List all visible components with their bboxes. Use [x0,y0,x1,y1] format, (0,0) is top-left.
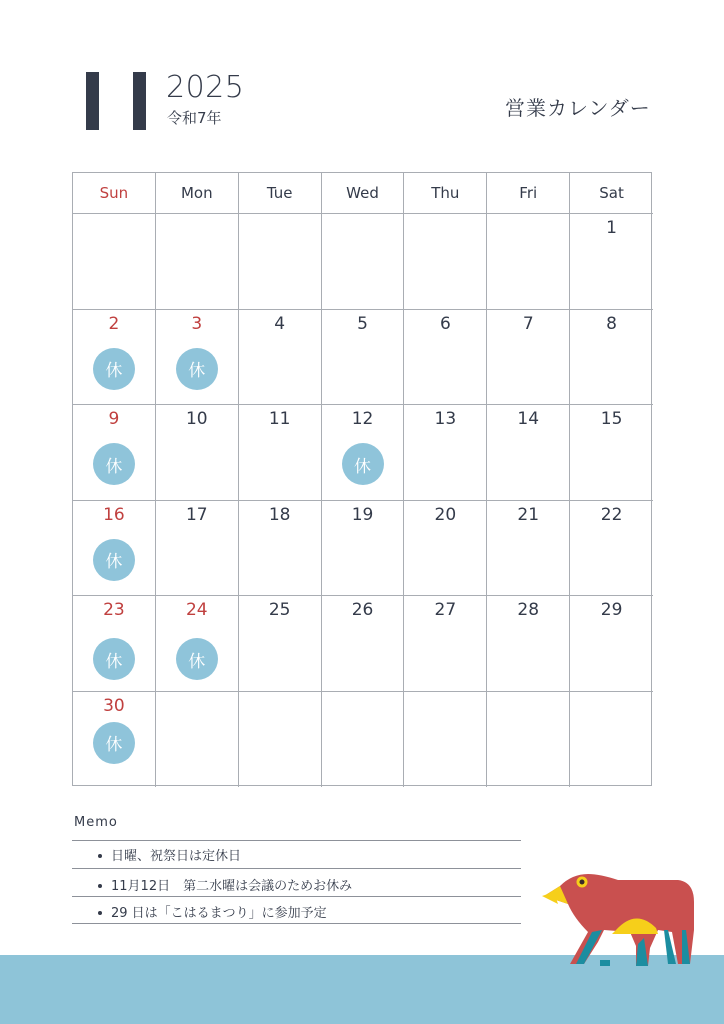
day-number: 16 [103,504,125,525]
memo-rule [72,896,521,897]
holiday-badge: 休 [342,443,384,485]
day-cell [239,501,322,597]
day-cell [239,405,322,501]
day-number: 1 [606,218,617,238]
day-cell [487,405,570,501]
day-number: 20 [434,504,457,525]
day-cell [156,405,239,501]
memo-item [98,902,327,921]
month-digit-bar [86,72,99,130]
weekday-header-sun: Sun [73,173,156,214]
memo-item [98,875,352,894]
memo-item-text: 29 日は「こはるまつり」に参加予定 [111,906,327,921]
day-number: 23 [103,600,125,620]
empty-day-cell [73,214,156,310]
day-cell [73,596,156,692]
memo-item-text: 11月12日 第二水曜は会議のためお休み [111,879,353,894]
holiday-badge: 休 [176,348,218,390]
day-number: 10 [185,409,208,429]
calendar-title: 営業カレンダー [505,96,651,120]
day-cell [322,310,405,406]
empty-day-cell [156,214,239,310]
day-number: 30 [103,695,125,716]
era-year: 令和7年 [167,109,222,127]
empty-day-cell [487,214,570,310]
bullet [98,884,102,888]
day-cell [156,501,239,597]
memo-label: Memo [74,815,118,830]
memo-item [98,845,241,864]
day-cell [239,596,322,692]
day-number: 22 [600,504,623,525]
day-number: 2 [108,313,120,334]
bear-icon [540,868,700,972]
memo-rule [72,868,521,869]
day-number: 15 [600,409,623,429]
day-cell [570,310,653,406]
holiday-badge: 休 [176,638,218,680]
empty-day-cell [570,692,653,788]
calendar-grid [72,172,652,786]
day-cell [570,596,653,692]
empty-day-cell [156,692,239,788]
month-number-11 [86,72,148,130]
day-number: 4 [274,313,286,334]
empty-day-cell [404,214,487,310]
holiday-badge: 休 [93,638,135,680]
bullet [98,911,102,915]
holiday-badge: 休 [93,348,135,390]
day-number: 18 [268,504,291,525]
weekday-header-thu: Thu [404,173,487,214]
day-number: 12 [351,409,374,429]
day-number: 7 [522,313,534,334]
month-digit-bar [133,72,146,130]
day-number: 24 [185,600,208,620]
day-cell [570,214,653,310]
weekday-header-fri: Fri [487,173,570,214]
day-cell [322,596,405,692]
day-cell [73,692,156,788]
weekday-header-mon: Mon [156,173,239,214]
day-number: 17 [185,504,208,525]
day-cell [156,310,239,406]
weekday-header-sat: Sat [570,173,653,214]
day-cell [570,405,653,501]
day-cell [404,596,487,692]
day-number: 21 [517,504,540,525]
day-number: 5 [357,313,368,334]
weekday-header-wed: Wed [322,173,405,214]
holiday-badge: 休 [93,443,135,485]
day-number: 14 [517,409,540,429]
day-number: 6 [439,313,451,334]
empty-day-cell [239,692,322,788]
day-number: 27 [434,600,457,620]
day-cell [570,501,653,597]
empty-day-cell [322,692,405,788]
empty-day-cell [322,214,405,310]
day-cell [73,310,156,406]
day-number: 25 [268,600,291,620]
day-number: 29 [600,600,623,620]
day-cell [487,501,570,597]
memo-rule [72,840,521,841]
year: 2025 [166,70,245,105]
day-cell [404,501,487,597]
day-cell [239,310,322,406]
day-cell [404,310,487,406]
memo-item-text: 日曜、祝祭日は定休日 [111,849,242,864]
day-cell [404,405,487,501]
day-cell [73,501,156,597]
empty-day-cell [404,692,487,788]
bullet [98,854,102,858]
day-cell [322,405,405,501]
holiday-badge: 休 [93,722,135,764]
empty-day-cell [239,214,322,310]
memo-rule [72,923,521,924]
day-number: 26 [351,600,374,620]
empty-day-cell [487,692,570,788]
day-cell [156,596,239,692]
day-number: 13 [434,409,457,429]
day-cell [487,310,570,406]
day-number: 3 [191,313,203,334]
day-cell [73,405,156,501]
day-number: 8 [606,313,617,334]
day-number: 11 [268,409,291,429]
day-number: 9 [108,409,120,429]
day-cell [322,501,405,597]
day-cell [487,596,570,692]
day-number: 28 [517,600,540,620]
holiday-badge: 休 [93,539,135,581]
day-number: 19 [351,504,374,525]
weekday-header-tue: Tue [239,173,322,214]
